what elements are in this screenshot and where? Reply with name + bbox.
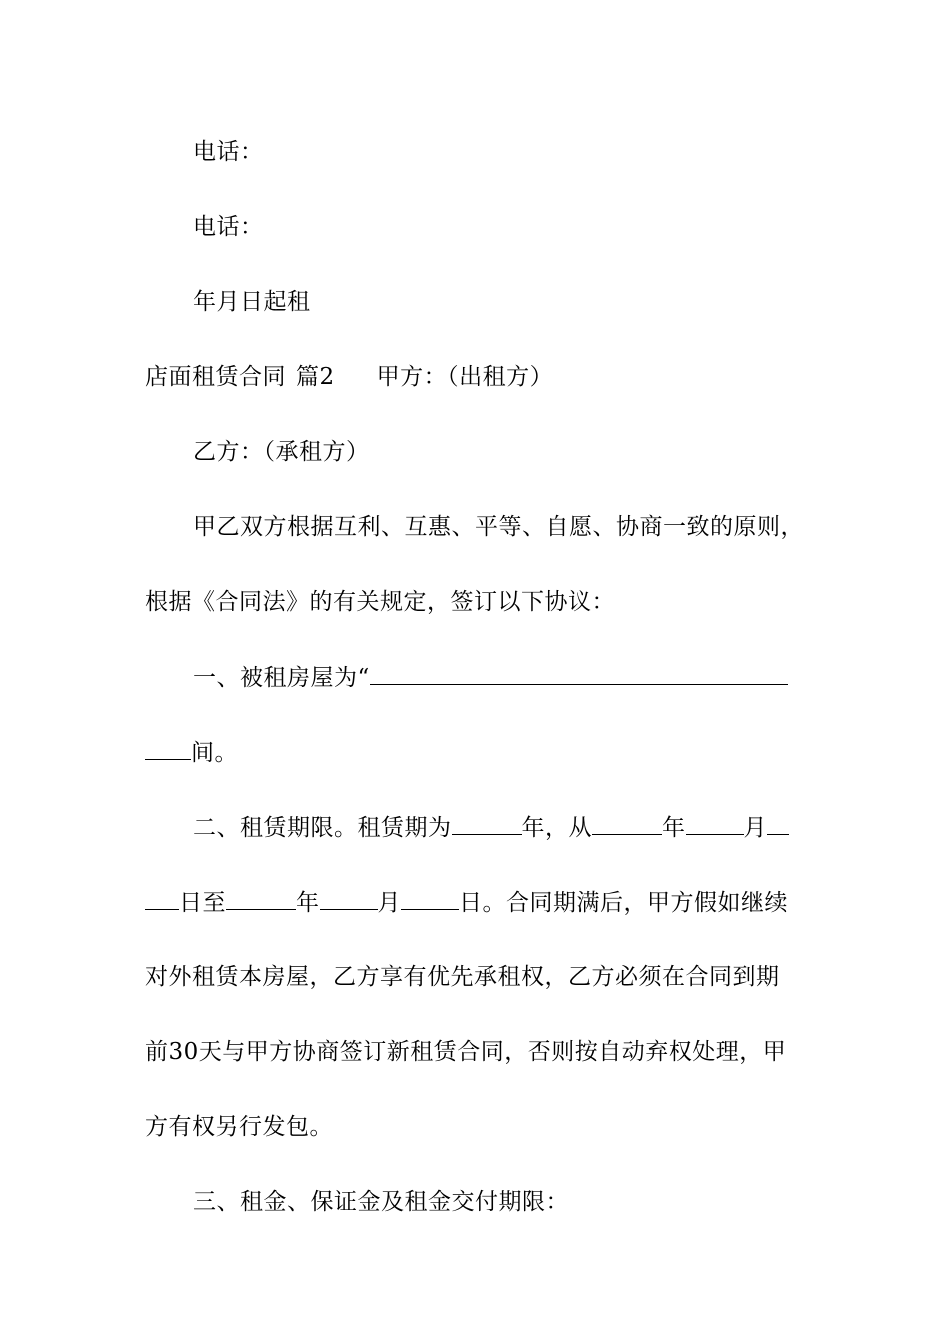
until-label: 日至 [179,890,226,916]
start-day-blank-part [767,812,789,835]
clause-1-text: 一、被租房屋为“ [193,665,370,691]
clause-2-line-3: 对外租赁本房屋，乙方享有优先承租权，乙方必须在合同到期 [145,964,780,990]
term-years-blank [452,812,522,835]
rent-start-date-line: 年月日起租 [193,289,311,315]
party-a-label: 甲方：（出租方） [376,364,554,390]
end-month-label: 月 [377,890,401,916]
end-year-blank [226,887,296,910]
end-day-text: 日。合同期满后，甲方假如继续 [459,890,788,916]
chapter-label: 篇2 [296,364,335,390]
contract-title-line [145,362,553,392]
clause-2-line-2 [145,887,788,918]
premises-blank [370,662,788,685]
month-label: 月 [743,815,767,841]
end-day-blank [401,887,459,910]
clause-2-line-1 [193,812,789,843]
party-b-label: 乙方：（承租方） [193,439,370,465]
clause-2-line-5: 方有权另行发包。 [145,1114,333,1140]
term-label: 二、租赁期限。租赁期为 [193,815,452,841]
phone-line-2: 电话： [193,214,264,240]
start-month-blank [686,812,744,835]
contract-title: 店面租赁合同 [145,364,286,390]
clause-1-line [193,662,788,693]
preamble-line-1: 甲乙双方根据互利、互惠、平等、自愿、协商一致的原则， [193,514,804,540]
year-label: 年 [662,815,686,841]
rooms-blank [145,737,191,760]
end-month-blank [320,887,378,910]
rooms-unit: 间。 [191,740,238,766]
start-day-blank [145,887,179,910]
phone-line-1: 电话： [193,139,264,165]
start-year-blank [592,812,662,835]
clause-2-line-4: 前30天与甲方协商签订新租赁合同，否则按自动弃权处理，甲 [145,1039,787,1065]
clause-3-heading: 三、租金、保证金及租金交付期限： [193,1189,569,1215]
end-year-label: 年 [296,890,320,916]
from-label: 年，从 [521,815,592,841]
preamble-line-2: 根据《合同法》的有关规定，签订以下协议： [145,589,615,615]
clause-1-continued [145,737,238,768]
